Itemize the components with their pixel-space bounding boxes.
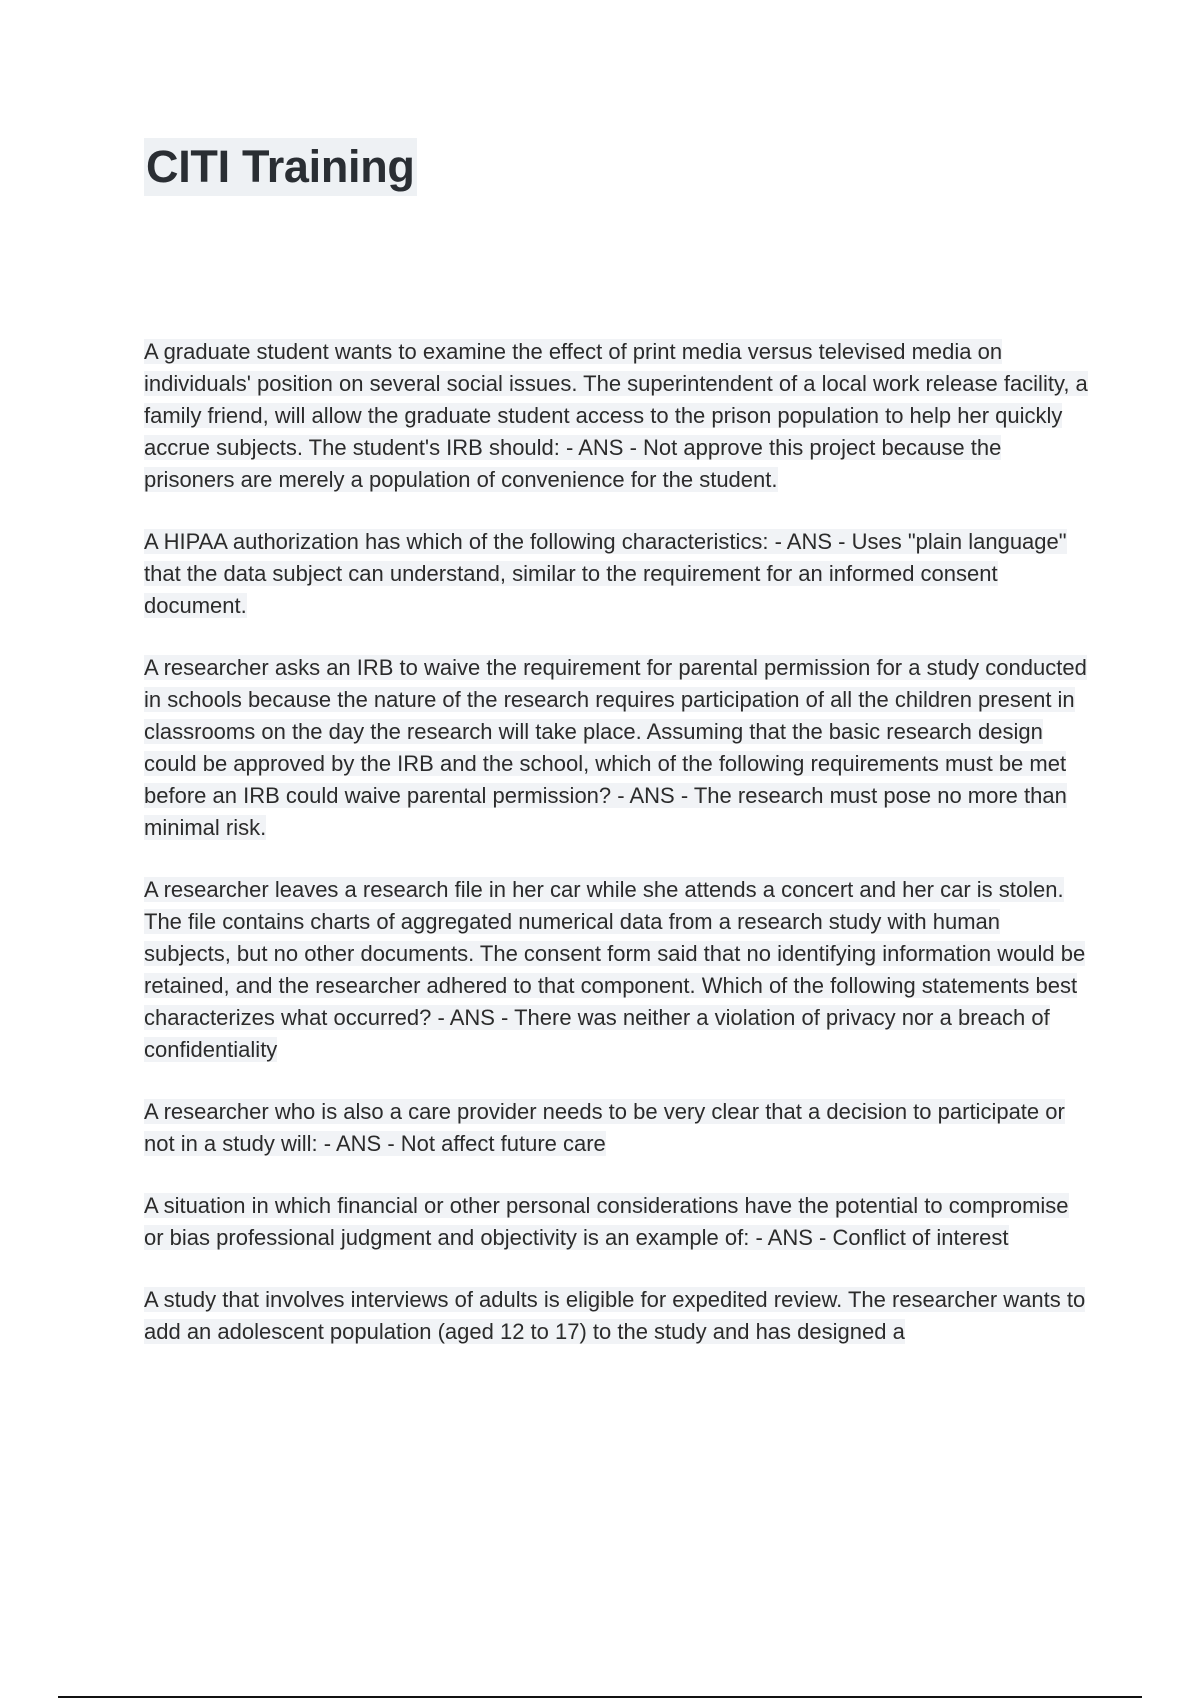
qa-item: [144, 1190, 1090, 1254]
qa-item: [144, 1284, 1090, 1348]
qa-item-text: A researcher leaves a research file in her car while she attends a concert and her car is stolen. The file contains charts of aggregated numerical data from a research study with human subjects, but no other documents. The consent form said that no identifying information would be retained, and the researcher adhered to that component. Which of the following statements best characterizes what occurred? - ANS - There was neither a violation of privacy nor a breach of confidentiality: [144, 877, 1086, 1062]
qa-item: [144, 526, 1090, 622]
qa-list: [144, 336, 1090, 1378]
qa-item-text: A graduate student wants to examine the effect of print media versus televised media on individuals' position on several social issues. The superintendent of a local work release facility, a family friend, will allow the graduate student access to the prison population to help her quickly accrue subjects. The student's IRB should: - ANS - Not approve this project because the prisoners are merely a population of convenience for the student.: [144, 339, 1088, 492]
page-title: CITI Training: [144, 138, 417, 196]
qa-item: [144, 874, 1090, 1066]
qa-item: [144, 1096, 1090, 1160]
qa-item-text: A researcher asks an IRB to waive the requirement for parental permission for a study conducted in schools because the nature of the research requires participation of all the children present in classrooms on the day the research will take place. Assuming that the basic research design could be approved by the IRB and the school, which of the following requirements must be met before an IRB could waive parental permission? - ANS - The research must pose no more than minimal risk.: [144, 655, 1087, 840]
qa-item-text: A HIPAA authorization has which of the following characteristics: - ANS - Uses "plain language" that the data subject can understand, similar to the requirement for an informed consent document.: [144, 529, 1067, 618]
qa-item: [144, 652, 1090, 844]
qa-item-text: A situation in which financial or other personal considerations have the potential to compromise or bias professional judgment and objectivity is an example of: - ANS - Conflict of interest: [144, 1193, 1069, 1250]
qa-item-text: A researcher who is also a care provider needs to be very clear that a decision to participate or not in a study will: - ANS - Not affect future care: [144, 1099, 1065, 1156]
qa-item: [144, 336, 1090, 496]
footer-divider: [58, 1696, 1142, 1698]
qa-item-text: A study that involves interviews of adults is eligible for expedited review. The researcher wants to add an adolescent population (aged 12 to 17) to the study and has designed a: [144, 1287, 1086, 1344]
